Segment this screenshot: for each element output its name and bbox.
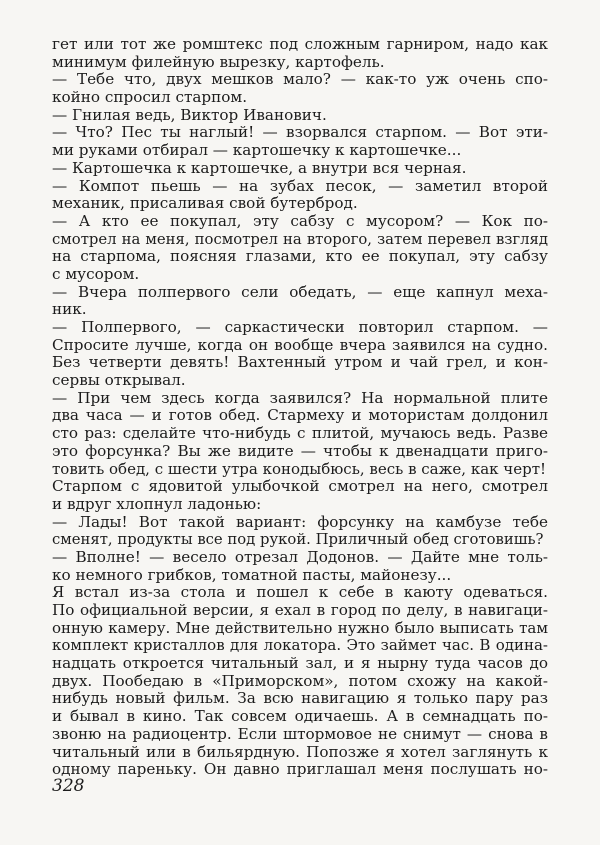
text-line: — Что? Пес ты наглый! — взорвался старпом. — Вот эти- xyxy=(52,123,548,142)
text-line: — Вчера полпервого сели обедать, — еще капнул меха- xyxy=(52,282,548,301)
text-line: с мусором. xyxy=(52,264,140,283)
page-number: 328 xyxy=(52,776,85,796)
text-line: Спросите лучше, когда он вообще вчера заявился на судно. xyxy=(52,335,548,354)
text-line: ми руками отбирал — картошечку к картошечке... xyxy=(52,141,462,160)
text-line: и бывал в кино. Так совсем одичаешь. А в семнадцать по- xyxy=(52,707,548,726)
text-line: гет или тот же ромштекс под сложным гарниром, надо как xyxy=(52,35,548,53)
text-line: сменят, продукты все под рукой. Приличный обед сготовишь? xyxy=(52,531,544,549)
text-line: надцать откроется читальный зал, и я нырну туда часов до xyxy=(52,654,548,673)
text-line: Я встал из-за стола и пошел к себе в каюту одеваться. xyxy=(52,583,548,602)
text-line: ник. xyxy=(52,300,87,319)
text-line: — Лады! Вот такой вариант: форсунку на камбузе тебе xyxy=(52,512,548,531)
text-line: — А кто ее покупал, эту сабзу с мусором? — Кок по- xyxy=(52,211,548,230)
text-line: — Гнилая ведь, Виктор Иванович. xyxy=(52,105,327,124)
text-line: и вдруг хлопнул ладонью: xyxy=(52,494,262,513)
text-line: на старпома, поясняя глазами, кто ее покупал, эту сабзу xyxy=(52,247,548,266)
text-line: сто раз: сделайте что-нибудь с плитой, мучаюсь ведь. Разве xyxy=(52,424,548,443)
text-line: — Компот пьешь — на зубах песок, — заметил второй xyxy=(52,176,548,195)
text-line: — Полпервого, — саркастически повторил старпом. — xyxy=(52,318,548,336)
text-line: механик, присаливая свой бутерброд. xyxy=(52,194,358,213)
text-line: нибудь новый фильм. За всю навигацию я только пару раз xyxy=(52,689,548,708)
text-line: два часа — и готов обед. Стармеху и мотористам долдонил xyxy=(52,406,548,425)
text-line: звоню на радиоцентр. Если штормовое не снимут — снова в xyxy=(52,724,548,743)
book-page-text xyxy=(52,36,548,779)
text-line: — Вполне! — весело отрезал Додонов. — Дайте мне толь- xyxy=(52,547,548,566)
text-line: Старпом с ядовитой улыбочкой смотрел на него, смотрел xyxy=(52,477,548,496)
text-line: онную камеру. Мне действительно нужно было выписать там xyxy=(52,618,548,637)
text-line: — Картошечка к картошечке, а внутри вся черная. xyxy=(52,158,467,177)
text-line: одному пареньку. Он давно приглашал меня послушать но- xyxy=(52,760,548,779)
text-line: комплект кристаллов для локатора. Это займет час. В одина- xyxy=(52,636,548,655)
text-line: смотрел на меня, посмотрел на второго, затем перевел взгляд xyxy=(52,230,548,248)
text-line: двух. Пообедаю в «Приморском», потом схожу на какой- xyxy=(52,671,548,690)
text-line: сервы открывал. xyxy=(52,371,186,390)
text-line: — При чем здесь когда заявился? На нормальной плите xyxy=(52,388,548,407)
text-line: — Тебе что, двух мешков мало? — как-то уж очень спо- xyxy=(52,70,548,89)
text-line: товить обед, с шести утра конодыбюсь, весь в саже, как черт! xyxy=(52,459,547,478)
text-line: это форсунка? Вы же видите — чтобы к двенадцати приго- xyxy=(52,441,548,460)
text-line: минимум филейную вырезку, картофель. xyxy=(52,52,385,71)
text-line: Без четверти девять! Вахтенный утром и чай грел, и кон- xyxy=(52,353,548,372)
text-line: По официальной версии, я ехал в город по делу, в навигаци- xyxy=(52,601,548,619)
text-line: койно спросил старпом. xyxy=(52,88,248,107)
text-line: читальный или в бильярдную. Попозже я хотел заглянуть к xyxy=(52,742,548,761)
text-line: ко немного грибков, томатной пасты, майонезу... xyxy=(52,565,452,584)
